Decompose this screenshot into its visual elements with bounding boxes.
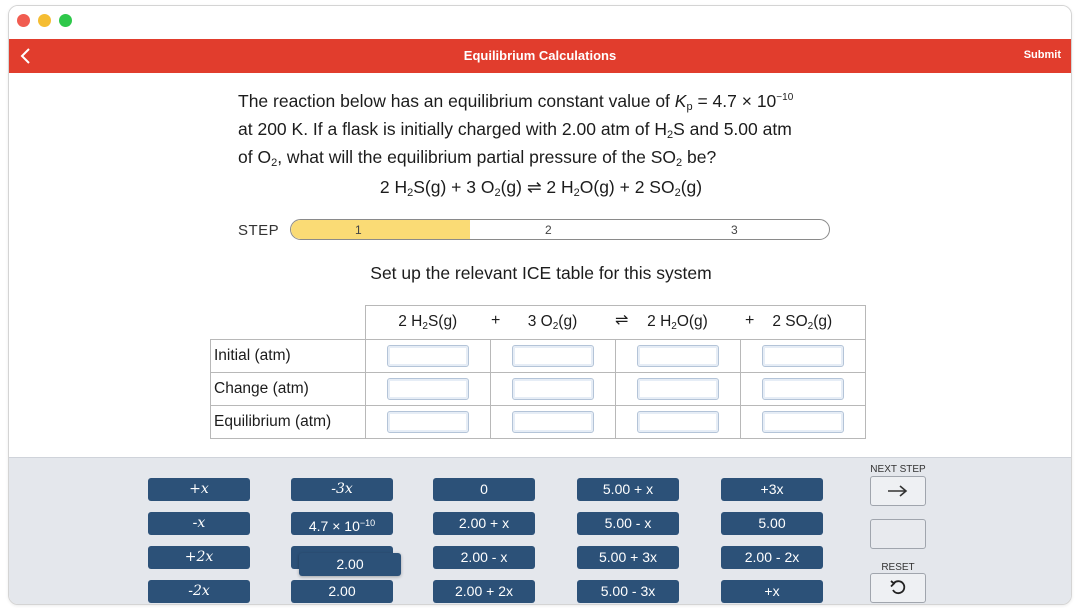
hdr-text: 2 SO [772, 312, 808, 330]
question-line3-mid: , what will the equilibrium partial pressure of the SO [277, 147, 676, 167]
app-window [8, 5, 1072, 605]
ice-input-initial-so2[interactable] [762, 345, 844, 367]
so2-subscript: 2 [676, 157, 683, 169]
key-minus-x[interactable]: -x [148, 512, 250, 535]
reset-label: RESET [881, 562, 915, 573]
row-label-change [211, 372, 366, 405]
ice-input-change-h2o[interactable] [637, 378, 719, 400]
kp-letter: K [674, 91, 687, 111]
ice-row-initial [211, 339, 866, 372]
kp-subscript: p [686, 101, 693, 113]
ice-cell [741, 372, 866, 405]
ice-cell [616, 372, 741, 405]
hdr-text: S(g) [427, 312, 458, 330]
instruction-text: Set up the relevant ICE table for this system [370, 263, 712, 283]
ice-cell [366, 339, 491, 372]
step-2[interactable]: 2 [545, 223, 552, 237]
ice-input-eq-o2[interactable] [512, 411, 594, 433]
next-step-label: NEXT STEP [870, 464, 926, 475]
step-1[interactable]: 1 [355, 223, 362, 237]
step-label: STEP [238, 222, 280, 239]
ice-cell [491, 339, 616, 372]
submit-button[interactable]: Submit [1023, 49, 1061, 61]
key-minus-2x[interactable]: -2x [148, 580, 250, 603]
ice-cell [366, 405, 491, 438]
question-line3: of O [238, 147, 272, 167]
key-5-00-plus-x[interactable]: 5.00 + x [577, 478, 679, 501]
ice-input-initial-h2s[interactable] [387, 345, 469, 367]
ice-header-h2s [365, 306, 490, 339]
hdr-text: O(g) [676, 312, 708, 330]
reaction-equation [9, 177, 1072, 199]
key-minus-3x[interactable]: -3x [291, 478, 393, 501]
key-2-00-plus-x[interactable]: 2.00 + x [433, 512, 535, 535]
question-line2: at 200 K. If a flask is initially charged with 2.00 atm of H [238, 119, 667, 139]
eq-part: O(g) + 2 SO [579, 177, 675, 197]
hdr-sub: 2 [671, 320, 677, 332]
step-progress-fill [291, 220, 470, 239]
problem-area [9, 73, 1071, 457]
key-2-00[interactable]: 2.00 [291, 580, 393, 603]
key-2-00-plus-2x[interactable]: 2.00 + 2x [433, 580, 535, 603]
eq-part: (g) [680, 177, 703, 197]
key-plus-x[interactable]: +x [148, 478, 250, 501]
eq-part: 2 H [379, 177, 408, 197]
kp-key-exponent: −10 [359, 518, 376, 528]
ice-row-change [211, 372, 866, 405]
eq-part: S(g) + 3 O [413, 177, 495, 197]
ice-row-equilibrium [211, 405, 866, 438]
ice-input-change-h2s[interactable] [387, 378, 469, 400]
question-line2-end: S and 5.00 atm [673, 119, 792, 139]
eq-sub: 2 [407, 187, 414, 199]
key-kp-value[interactable] [291, 512, 393, 535]
eq-sub: 2 [674, 187, 681, 199]
o2-subscript: 2 [271, 157, 278, 169]
key-plus-3x[interactable]: +3x [721, 478, 823, 501]
row-label-initial [211, 339, 366, 372]
row-label-main: Change [214, 379, 269, 397]
ice-input-initial-o2[interactable] [512, 345, 594, 367]
hdr-text: (g) [558, 312, 578, 330]
ice-cell [616, 405, 741, 438]
step-progress [290, 219, 830, 240]
maximize-window-button[interactable] [59, 14, 72, 27]
hdr-text: 3 O [527, 312, 553, 330]
hdr-text: (g) [813, 312, 833, 330]
ice-input-eq-so2[interactable] [762, 411, 844, 433]
ice-cell [491, 372, 616, 405]
ice-corner [210, 306, 365, 339]
ice-input-change-so2[interactable] [762, 378, 844, 400]
key-2-00-dragging[interactable]: 2.00 [299, 553, 401, 576]
hint-button[interactable] [870, 519, 926, 549]
row-label-unit: (atm) [250, 346, 291, 364]
kp-key-base: 4.7 × 10 [308, 518, 360, 534]
hdr-text: 2 H [398, 312, 423, 330]
ice-header-o2 [490, 306, 615, 339]
hdr-text: 2 H [647, 312, 672, 330]
ice-operator-equilibrium: ⇌ [615, 312, 629, 329]
next-step-button[interactable] [870, 476, 926, 506]
close-window-button[interactable] [17, 14, 30, 27]
hdr-sub: 2 [422, 320, 428, 332]
ice-input-eq-h2s[interactable] [387, 411, 469, 433]
key-5-00-minus-x[interactable]: 5.00 - x [577, 512, 679, 535]
ice-header-h2o [615, 306, 740, 339]
reset-button[interactable] [870, 573, 926, 603]
ice-operator-plus: + [491, 312, 501, 329]
key-2-00-minus-2x[interactable]: 2.00 - 2x [721, 546, 823, 569]
ice-input-change-o2[interactable] [512, 378, 594, 400]
ice-cell [741, 405, 866, 438]
ice-operator-plus-2: + [745, 312, 755, 329]
ice-cell [616, 339, 741, 372]
key-plus-2x[interactable]: +2x [148, 546, 250, 569]
row-label-equilibrium [211, 405, 366, 438]
kp-value: = 4.7 × 10 [692, 91, 777, 111]
ice-cell [491, 405, 616, 438]
key-plus-x-2[interactable]: +x [721, 580, 823, 603]
row-label-unit: (atm) [290, 412, 332, 430]
question-text [238, 87, 838, 174]
ice-table [210, 305, 866, 439]
ice-header-row [210, 306, 865, 339]
hdr-sub: 2 [807, 320, 814, 332]
ice-input-eq-h2o[interactable] [637, 411, 719, 433]
kp-exponent: −10 [776, 92, 794, 103]
ice-input-initial-h2o[interactable] [637, 345, 719, 367]
ice-cell [366, 372, 491, 405]
h2s-subscript: 2 [666, 129, 674, 141]
question-line3-end: be? [682, 147, 717, 167]
ice-cell [741, 339, 866, 372]
eq-sub: 2 [573, 187, 580, 199]
minimize-window-button[interactable] [38, 14, 51, 27]
arrow-right-icon [887, 484, 909, 498]
eq-part: (g) [500, 177, 527, 197]
step-3[interactable]: 3 [731, 223, 738, 237]
question-line1: The reaction below has an equilibrium constant value of [238, 91, 675, 111]
row-label-main: Equilibrium [214, 412, 291, 430]
key-5-00-plus-3x[interactable]: 5.00 + 3x [577, 546, 679, 569]
equilibrium-arrow-icon: ⇌ [526, 177, 542, 197]
kp-symbol [675, 91, 693, 111]
row-label-unit: (atm) [268, 379, 309, 397]
answer-keypad [9, 457, 1071, 605]
hdr-sub: 2 [552, 320, 559, 332]
app-header [9, 39, 1071, 73]
key-5-00[interactable]: 5.00 [721, 512, 823, 535]
key-zero[interactable]: 0 [433, 478, 535, 501]
eq-sub: 2 [494, 187, 501, 199]
ice-header-so2 [740, 306, 865, 339]
page-title: Equilibrium Calculations [463, 48, 617, 63]
key-5-00-minus-3x[interactable]: 5.00 - 3x [577, 580, 679, 603]
undo-icon [889, 579, 907, 597]
key-2-00-minus-x[interactable]: 2.00 - x [433, 546, 535, 569]
eq-part: 2 H [541, 177, 574, 197]
row-label-main: Initial [214, 346, 251, 364]
window-titlebar [9, 6, 1071, 39]
